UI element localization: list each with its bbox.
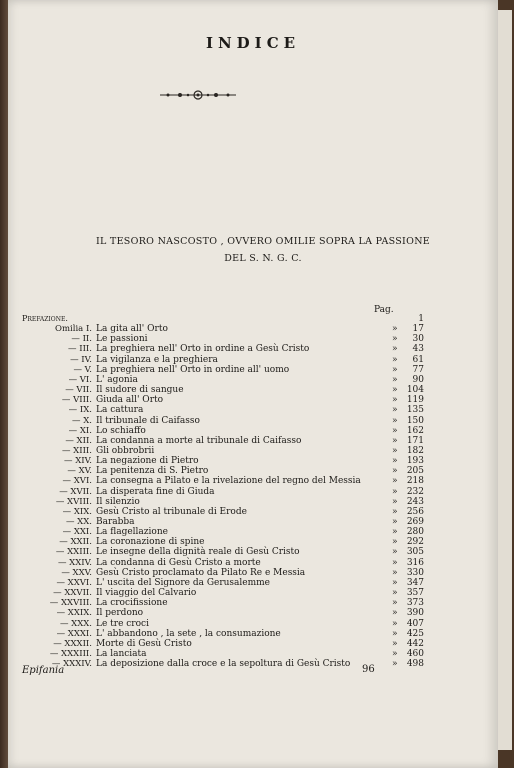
toc-title: Gli obbrobrii: [96, 445, 155, 456]
ditto-mark: »: [392, 354, 398, 365]
toc-page: 407: [406, 618, 424, 629]
toc-page: 460: [406, 648, 424, 659]
ditto-mark: »: [392, 598, 398, 609]
toc-number: — XXIII.: [55, 547, 92, 558]
toc-page: 357: [406, 588, 424, 599]
ditto-mark: »: [392, 415, 398, 426]
ditto-mark: »: [392, 476, 398, 487]
toc-title: Morte di Gesù Cristo: [96, 638, 192, 649]
toc-title: Lo schiaffo: [96, 425, 146, 436]
toc-number: — XXVI.: [56, 577, 92, 588]
toc-number: — III.: [68, 344, 92, 355]
toc-number: — VIII.: [61, 395, 92, 406]
toc-title: La condanna a morte al tribunale di Caifasso: [96, 435, 302, 446]
toc-page: 498: [406, 659, 424, 670]
toc-page: 193: [406, 456, 424, 467]
toc-page: 330: [406, 567, 424, 578]
ditto-mark: »: [392, 456, 398, 467]
toc-number: — XXXII.: [53, 638, 92, 649]
ditto-mark: »: [392, 517, 398, 527]
ditto-mark: »: [392, 324, 398, 335]
toc-number: Omilia I.: [54, 324, 92, 335]
ditto-mark: »: [392, 364, 398, 375]
toc-title: Le passioni: [96, 334, 148, 345]
toc-number: — XVI.: [62, 476, 92, 487]
toc-number: — V.: [73, 364, 92, 375]
toc-number: — XV.: [67, 466, 92, 477]
toc-title: La negazione di Pietro: [96, 456, 199, 467]
toc-title: La condanna di Gesù Cristo a morte: [96, 557, 261, 568]
toc-number: — XX.: [65, 517, 92, 527]
toc-number: — IX.: [68, 405, 92, 416]
footer-catchword: Epifania: [22, 665, 65, 676]
pag-label: Pag.: [374, 305, 394, 315]
toc-page: 77: [412, 364, 424, 375]
ditto-mark: »: [392, 435, 398, 446]
toc-number: — XXI.: [62, 527, 92, 538]
ditto-mark: »: [392, 618, 398, 629]
toc-page: 182: [406, 445, 424, 456]
ditto-mark: »: [392, 506, 398, 517]
ditto-mark: »: [392, 557, 398, 568]
toc-page: 205: [406, 466, 424, 477]
toc-number: — XIV.: [64, 456, 92, 467]
ditto-mark: »: [392, 659, 398, 670]
toc-page: 1: [418, 314, 424, 324]
toc-number: — XIII.: [61, 445, 92, 456]
toc-page: 43: [412, 344, 424, 355]
toc-title: L' uscita del Signore da Gerusalemme: [96, 577, 271, 588]
toc-title: La crocifissione: [96, 598, 168, 609]
toc-number: — XXX.: [59, 618, 92, 629]
toc-number: — XXV.: [61, 567, 92, 578]
ditto-mark: »: [392, 385, 398, 396]
footer-page-number: 96: [362, 664, 375, 675]
toc-title: La cattura: [96, 405, 144, 416]
book-page: [8, 0, 498, 768]
toc-page: 316: [406, 557, 424, 568]
page-title: INDICE: [205, 34, 301, 52]
toc-page: 347: [406, 577, 424, 588]
ditto-mark: »: [392, 648, 398, 659]
toc-title: La penitenza di S. Pietro: [96, 466, 209, 477]
toc-row: [22, 658, 488, 670]
ditto-mark: »: [392, 547, 398, 558]
toc-page: 305: [406, 547, 424, 558]
toc-number: — XXVII.: [53, 588, 92, 599]
toc-page: 425: [406, 628, 424, 639]
toc-number: — XXXIV.: [51, 659, 92, 670]
toc-page: 232: [406, 486, 424, 497]
toc-title: La coronazione di spine: [96, 537, 205, 548]
toc-page: 150: [406, 415, 424, 426]
toc-title: La vigilanza e la preghiera: [96, 354, 218, 365]
toc-number: — XXXIII.: [49, 648, 92, 659]
ditto-mark: »: [392, 577, 398, 588]
toc-page: 373: [406, 598, 424, 609]
toc-page: 61: [412, 354, 424, 365]
ditto-mark: »: [392, 608, 398, 619]
toc-number: — XXIX.: [56, 608, 92, 619]
ditto-mark: »: [392, 588, 398, 599]
toc-title: Le tre croci: [96, 618, 149, 629]
toc-number: — XI.: [68, 425, 92, 436]
ditto-mark: »: [392, 537, 398, 548]
ditto-mark: »: [392, 496, 398, 507]
toc-number: — XXVIII.: [49, 598, 92, 609]
toc-page: 243: [406, 496, 424, 507]
section-heading: [48, 233, 478, 267]
toc-number: — XXII.: [59, 537, 92, 548]
toc-title: La flagellazione: [96, 527, 168, 538]
toc-page: 218: [406, 476, 424, 487]
toc-number: — XII.: [65, 435, 92, 446]
toc-number: — IV.: [70, 354, 92, 365]
toc-title: Il viaggio del Calvario: [96, 588, 197, 599]
heading-line-2: DEL S. N. G. C.: [224, 253, 302, 264]
toc-number: — XXIV.: [57, 557, 92, 568]
ditto-mark: »: [392, 628, 398, 639]
toc-title: Giuda all' Orto: [96, 395, 164, 406]
ditto-mark: »: [392, 405, 398, 416]
toc-page: 171: [406, 435, 424, 446]
toc-number: — VII.: [65, 385, 92, 396]
toc-title: Il tribunale di Caifasso: [96, 415, 200, 426]
toc-number: — XXXI.: [56, 628, 92, 639]
toc-title: Il silenzio: [96, 496, 140, 507]
ditto-mark: »: [392, 344, 398, 355]
toc-title: Barabba: [96, 517, 135, 527]
heading-line-1: IL TESORO NASCOSTO , OVVERO OMILIE SOPRA LA PASSIONE: [95, 236, 431, 247]
toc-title: La gita all' Orto: [96, 324, 168, 335]
ornament-icon: [158, 88, 238, 102]
toc-number: — XIX.: [62, 506, 92, 517]
toc-number: — II.: [71, 334, 92, 345]
toc-title: Le insegne della dignità reale di Gesù Cristo: [96, 547, 300, 558]
toc-title: La lanciata: [96, 648, 147, 659]
ditto-mark: »: [392, 425, 398, 436]
toc-page: 90: [412, 374, 424, 385]
toc-page: 292: [406, 537, 424, 548]
toc-title: L' abbandono , la sete , la consumazione: [96, 628, 281, 639]
ditto-mark: »: [392, 334, 398, 345]
toc-page: 442: [406, 638, 424, 649]
toc-title: Gesù Cristo al tribunale di Erode: [96, 506, 247, 517]
toc-title: La preghiera nell' Orto in ordine a Gesù Cristo: [96, 344, 310, 355]
ditto-mark: »: [392, 374, 398, 385]
toc-number: — X.: [72, 415, 92, 426]
toc-number: — XVIII.: [55, 496, 92, 507]
toc-number: — XVII.: [59, 486, 92, 497]
ditto-mark: »: [392, 567, 398, 578]
toc-page: 390: [406, 608, 424, 619]
toc-title: Gesù Cristo proclamato da Pilato Re e Messia: [96, 567, 306, 578]
ditto-mark: »: [392, 395, 398, 406]
toc-page: 17: [412, 324, 424, 335]
toc-page: 256: [406, 506, 424, 517]
toc-page: 280: [406, 527, 424, 538]
toc-title: L' agonia: [96, 374, 138, 385]
ditto-mark: »: [392, 638, 398, 649]
ditto-mark: »: [392, 527, 398, 538]
toc-page: 162: [406, 425, 424, 436]
toc-page: 119: [406, 395, 424, 406]
toc-title: La disperata fine di Giuda: [96, 486, 215, 497]
ditto-mark: »: [392, 445, 398, 456]
ditto-mark: »: [392, 466, 398, 477]
toc-page: 269: [406, 517, 424, 527]
toc-title: La consegna a Pilato e la rivelazione del regno del Messia: [96, 476, 361, 487]
ditto-mark: »: [392, 486, 398, 497]
toc-number: — VI.: [68, 374, 92, 385]
toc-page: 135: [406, 405, 424, 416]
toc-title: La deposizione dalla croce e la sepoltura di Gesù Cristo: [96, 659, 351, 670]
toc-title: Il perdono: [96, 608, 144, 619]
toc-title: La preghiera nell' Orto in ordine all' uomo: [96, 364, 290, 375]
toc-page: 30: [412, 334, 424, 345]
toc-title: Il sudore di sangue: [96, 385, 184, 396]
toc-page: 104: [406, 385, 424, 396]
toc-number: Prefazione.: [22, 314, 68, 323]
